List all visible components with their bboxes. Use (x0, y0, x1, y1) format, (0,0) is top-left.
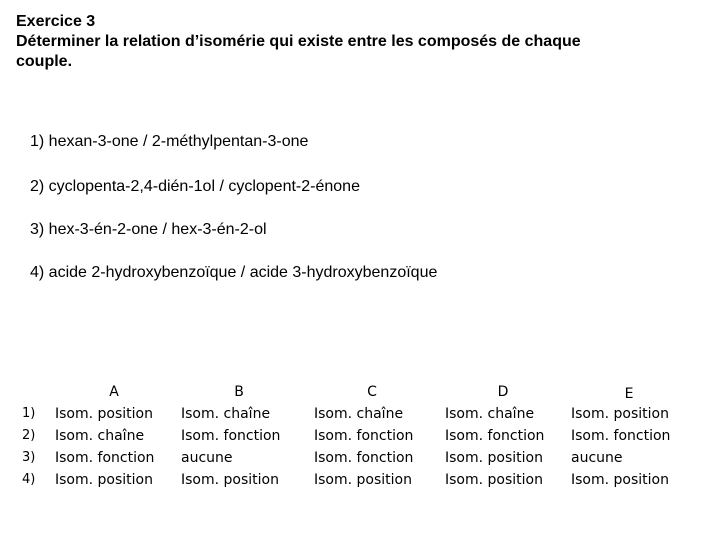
answer-cell: Isom. chaîne (314, 406, 404, 422)
column-header: C (367, 384, 377, 400)
question-3: 3) hex-3-én-2-one / hex-3-én-2-ol (30, 221, 267, 238)
instruction-line-2: couple. (16, 53, 73, 70)
answer-cell: Isom. position (445, 472, 543, 488)
answer-column-d (445, 381, 560, 491)
answer-cell: Isom. position (314, 472, 412, 488)
answer-cell: Isom. fonction (445, 428, 545, 444)
answer-cell: Isom. position (55, 406, 153, 422)
answer-cell: aucune (181, 450, 233, 466)
row-number: 2) (22, 428, 36, 443)
answer-cell: Isom. fonction (181, 428, 281, 444)
answer-cell: Isom. chaîne (181, 406, 271, 422)
question-1: 1) hexan-3-one / 2-méthylpentan-3-one (30, 133, 309, 150)
answer-cell: Isom. position (55, 472, 153, 488)
answer-column-b (181, 381, 296, 491)
answer-cell: aucune (571, 450, 623, 466)
answer-cell: Isom. fonction (314, 450, 414, 466)
column-header: D (497, 384, 509, 400)
answer-column-c (314, 381, 429, 491)
column-header: B (234, 384, 244, 400)
exercise-title: Exercice 3 (16, 13, 96, 30)
row-number: 3) (22, 450, 36, 465)
row-number: 1) (22, 406, 36, 421)
answer-cell: Isom. fonction (314, 428, 414, 444)
answer-cell: Isom. fonction (55, 450, 155, 466)
answer-cell: Isom. chaîne (445, 406, 535, 422)
row-number-column (22, 403, 42, 491)
answer-column-e (571, 383, 701, 491)
answer-column-a (55, 381, 165, 491)
answer-cell: Isom. position (181, 472, 279, 488)
row-number: 4) (22, 472, 36, 487)
answer-cell: Isom. chaîne (55, 428, 145, 444)
answer-cell: Isom. position (445, 450, 543, 466)
column-header: A (109, 384, 119, 400)
column-header: E (624, 386, 634, 402)
instruction-line-1: Déterminer la relation d’isomérie qui existe entre les composés de chaque (16, 33, 581, 50)
answer-cell: Isom. position (571, 472, 669, 488)
question-4: 4) acide 2-hydroxybenzoïque / acide 3-hydroxybenzoïque (30, 264, 438, 281)
answer-cell: Isom. position (571, 406, 669, 422)
question-2: 2) cyclopenta-2,4-dién-1ol / cyclopent-2-énone (30, 178, 360, 195)
answer-cell: Isom. fonction (571, 428, 671, 444)
